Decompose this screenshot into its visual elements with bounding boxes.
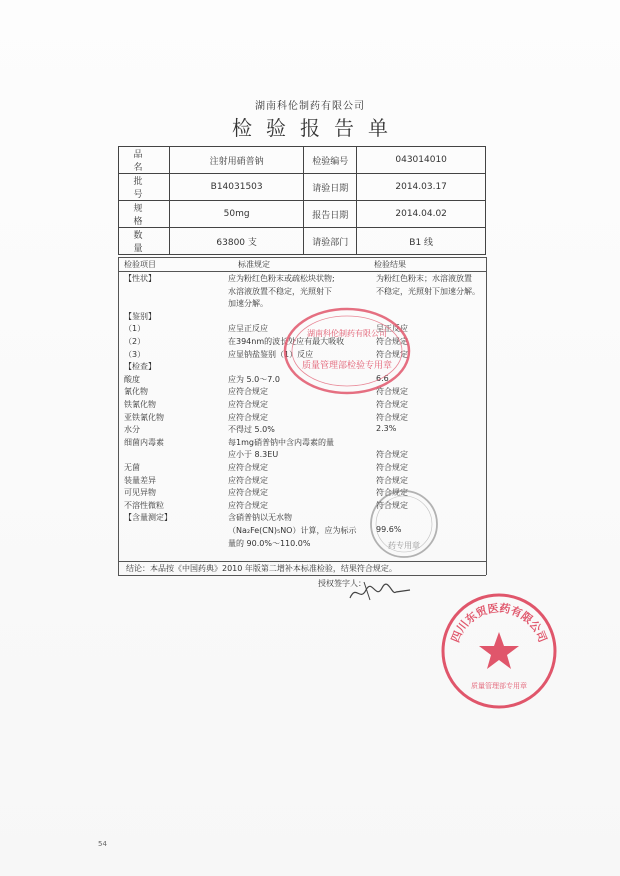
quantity-value: 63800 支	[170, 228, 304, 255]
batch-value: B14031503	[170, 174, 304, 201]
row-standard: 应符合规定	[228, 463, 268, 472]
row-item: 氰化物	[124, 387, 148, 397]
red-stamp-line1: 四川东贸医药有限公司	[448, 601, 550, 645]
row-result: 符合规定	[376, 412, 408, 422]
red-company-stamp	[440, 592, 558, 710]
grey-company-stamp	[368, 488, 440, 560]
row-result: 6.6	[376, 373, 389, 383]
row-standard: 在394nm的波长处应有最大吸收	[228, 337, 345, 346]
row-standard: 应符合规定	[228, 475, 268, 485]
result-row	[118, 449, 486, 461]
row-result: 符合规定	[376, 463, 408, 472]
row-item: 【性状】	[124, 274, 156, 283]
result-row	[118, 273, 486, 285]
spec-label: 规 格	[119, 201, 170, 228]
row-standard: 不得过 5.0%	[228, 425, 275, 435]
quantity-label: 数 量	[119, 228, 170, 255]
row-item: 不溶性微粒	[124, 500, 164, 510]
row-item: 可见异物	[124, 488, 156, 498]
row-result: 不稳定，光照射下加速分解。	[376, 286, 480, 296]
row-item: 【鉴别】	[124, 311, 156, 321]
conclusion-rule	[118, 575, 486, 576]
row-item: 细菌内毒素	[124, 437, 164, 447]
red-stamp-line2: 质量管理部专用章	[471, 682, 527, 690]
row-standard: 应为粉红色粉末或疏松块状物;	[228, 274, 335, 283]
qa-stamp-line2: 质量管理部检验专用章	[301, 361, 393, 371]
row-result: 符合规定	[376, 337, 408, 346]
row-item: 无菌	[124, 463, 140, 472]
results-right-border	[486, 257, 487, 575]
row-item: 装量差异	[124, 475, 156, 485]
report-date-value: 2014.04.02	[357, 201, 486, 228]
company-name: 湖南科伦制药有限公司	[255, 101, 365, 112]
row-result: 2.3%	[376, 424, 397, 434]
grey-stamp-text: 药专用章	[388, 541, 420, 550]
spec-value: 50mg	[170, 201, 304, 228]
row-result: 为粉红色粉末；水溶液放置	[376, 274, 472, 283]
results-top-rule	[118, 257, 486, 258]
row-standard: 应符合规定	[228, 488, 268, 498]
page-number: 54	[98, 840, 107, 848]
result-row	[118, 437, 486, 449]
row-standard: 应小于 8.3EU	[228, 450, 279, 460]
result-row	[118, 286, 486, 298]
qa-inspection-stamp	[282, 306, 412, 396]
checker-label: 授权签字人：	[318, 579, 366, 588]
row-result: 符合规定	[376, 400, 408, 409]
row-result: 呈正反应	[376, 324, 408, 334]
row-result: 符合规定	[376, 475, 408, 485]
row-standard: 每1mg硝普钠中含内毒素的量	[228, 437, 334, 447]
dept-label: 请验部门	[304, 228, 357, 255]
conclusion: 结论：本品按《中国药典》2010 年版第二增补本标准检验，结果符合规定。	[126, 564, 397, 573]
row-standard: （Na₂Fe(CN)₅NO）计算，应为标示	[228, 526, 357, 535]
row-item: （2）	[124, 337, 146, 346]
report-no-value: 043014010	[357, 147, 486, 174]
row-result: 符合规定	[376, 387, 408, 397]
result-row	[118, 424, 486, 436]
row-standard: 应呈正反应	[228, 324, 268, 334]
signature-icon	[346, 578, 416, 604]
row-standard: 应符合规定	[228, 400, 268, 409]
row-item: 水分	[124, 425, 140, 435]
row-item: 铁氰化物	[124, 400, 156, 409]
report-no-label: 检验编号	[304, 147, 357, 174]
results-header-rule	[118, 271, 486, 272]
row-item: 【检查】	[124, 362, 156, 372]
batch-label: 批 号	[119, 174, 170, 201]
row-item: （1）	[124, 324, 146, 334]
report-date-label: 报告日期	[304, 201, 357, 228]
row-standard: 应符合规定	[228, 412, 268, 422]
row-result: 符合规定	[376, 488, 408, 498]
row-item: （3）	[124, 349, 146, 359]
row-standard: 水溶液放置不稳定，光照射下	[228, 286, 332, 296]
qa-stamp-line1: 湖南科伦制药有限公司	[307, 329, 387, 338]
row-standard: 含硝普钠以无水物	[228, 513, 292, 523]
report-title: 检验报告单	[232, 116, 402, 140]
row-standard: 加速分解。	[228, 299, 268, 309]
star-icon	[479, 632, 519, 669]
row-standard: 应为 5.0～7.0	[228, 374, 280, 384]
row-result: 99.6%	[376, 525, 402, 534]
row-result: 符合规定	[376, 500, 408, 510]
row-standard: 量的 90.0%～110.0%	[228, 538, 311, 548]
results-bottom-rule	[118, 561, 486, 562]
row-result: 符合规定	[376, 450, 408, 460]
product-value: 注射用硝普钠	[170, 147, 304, 174]
request-date-value: 2014.03.17	[357, 174, 486, 201]
row-item: 酸度	[124, 374, 140, 384]
header-item: 检验项目	[124, 260, 156, 269]
row-item: 【含量测定】	[124, 513, 172, 523]
result-row	[118, 412, 486, 424]
dept-value: B1 线	[357, 228, 486, 255]
info-table	[118, 146, 486, 255]
result-row	[118, 399, 486, 411]
result-row	[118, 462, 486, 474]
row-standard: 应符合规定	[228, 500, 268, 510]
row-standard: 应显钠盐鉴别（1）反应	[228, 349, 314, 359]
results-header-row	[118, 259, 486, 271]
row-item: 亚铁氰化物	[124, 412, 164, 422]
result-row	[118, 475, 486, 487]
request-date-label: 请验日期	[304, 174, 357, 201]
product-label: 品 名	[119, 147, 170, 174]
header-result: 检验结果	[374, 260, 406, 269]
header-standard: 标准规定	[238, 260, 270, 269]
row-standard: 应符合规定	[228, 387, 268, 397]
row-result: 符合规定	[376, 349, 408, 359]
